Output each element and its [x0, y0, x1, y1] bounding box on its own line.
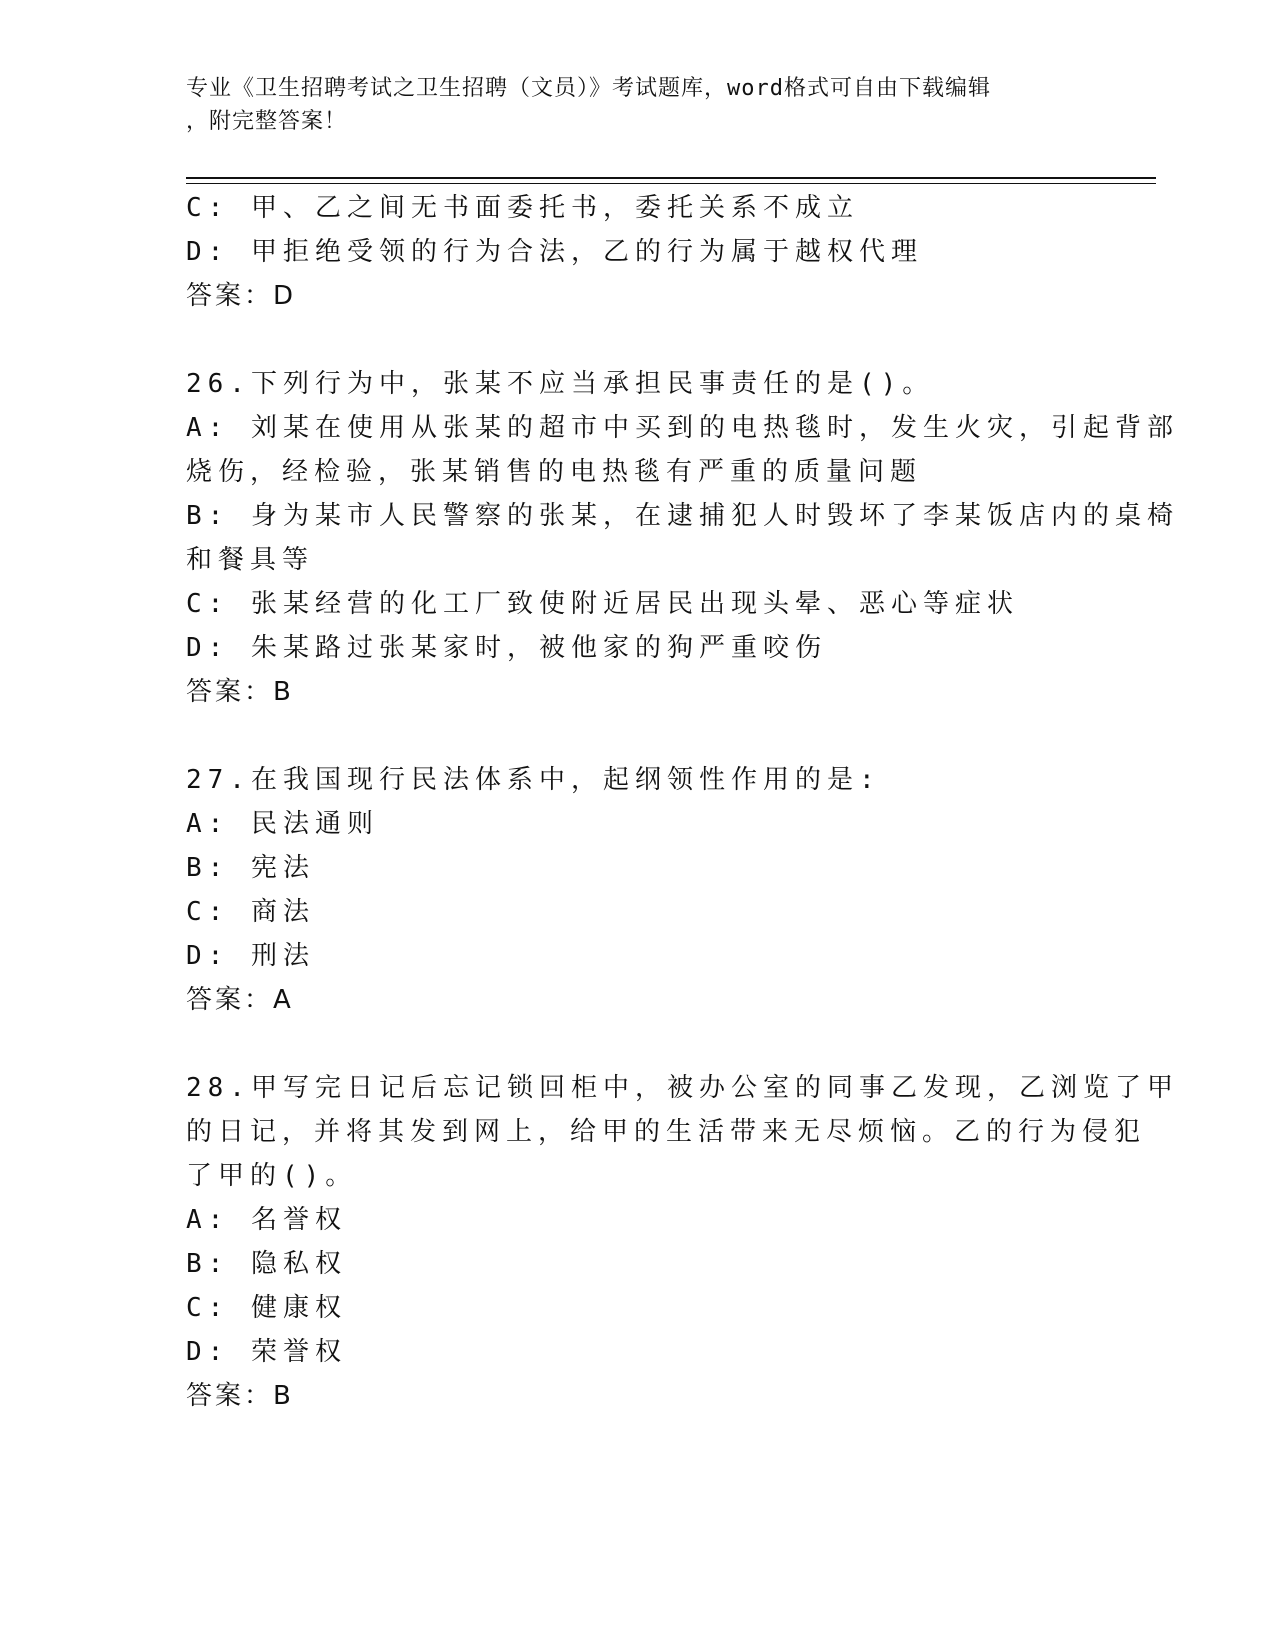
q27-option-d: D: 刑法 — [186, 941, 315, 971]
header-divider-thin — [186, 183, 1156, 184]
q27-option-c: C: 商法 — [186, 897, 315, 927]
q26-option-b-cont: 和餐具等 — [186, 545, 315, 575]
q26-option-c: C: 张某经营的化工厂致使附近居民出现头晕、恶心等症状 — [186, 589, 1019, 619]
q26-option-b: B: 身为某市人民警察的张某，在逮捕犯人时毁坏了李某饭店内的桌椅 — [186, 501, 1179, 531]
q25-answer: 答案：D — [186, 281, 297, 311]
q27-stem: 27.在我国现行民法体系中，起纲领性作用的是: — [186, 765, 881, 795]
q28-answer: 答案：B — [186, 1381, 294, 1411]
q27-option-a: A: 民法通则 — [186, 809, 379, 839]
q26-option-a: A: 刘某在使用从张某的超市中买到的电热毯时，发生火灾，引起背部 — [186, 413, 1179, 443]
header-divider-thick — [186, 177, 1156, 179]
q26-answer: 答案：B — [186, 677, 294, 707]
q25-option-c: C: 甲、乙之间无书面委托书，委托关系不成立 — [186, 193, 859, 223]
q28-option-c: C: 健康权 — [186, 1293, 347, 1323]
document-header — [186, 72, 1066, 138]
q28-option-d: D: 荣誉权 — [186, 1337, 347, 1367]
q26-stem: 26.下列行为中，张某不应当承担民事责任的是()。 — [186, 369, 935, 399]
q28-stem-cont-1: 的日记，并将其发到网上，给甲的生活带来无尽烦恼。乙的行为侵犯 — [186, 1117, 1147, 1147]
q28-option-a: A: 名誉权 — [186, 1205, 347, 1235]
q28-stem-cont-2: 了甲的()。 — [186, 1161, 358, 1191]
header-line-2: ，附完整答案！ — [186, 109, 348, 134]
q28-option-b: B: 隐私权 — [186, 1249, 347, 1279]
q27-option-b: B: 宪法 — [186, 853, 315, 883]
q27-answer: 答案：A — [186, 985, 294, 1015]
q28-stem: 28.甲写完日记后忘记锁回柜中，被办公室的同事乙发现，乙浏览了甲 — [186, 1073, 1179, 1103]
q26-option-d: D: 朱某路过张某家时，被他家的狗严重咬伤 — [186, 633, 827, 663]
q26-option-a-cont: 烧伤，经检验，张某销售的电热毯有严重的质量问题 — [186, 457, 923, 487]
header-line-1: 专业《卫生招聘考试之卫生招聘（文员）》考试题库，word格式可自由下载编辑 — [186, 76, 991, 101]
q25-option-d: D: 甲拒绝受领的行为合法，乙的行为属于越权代理 — [186, 237, 923, 267]
